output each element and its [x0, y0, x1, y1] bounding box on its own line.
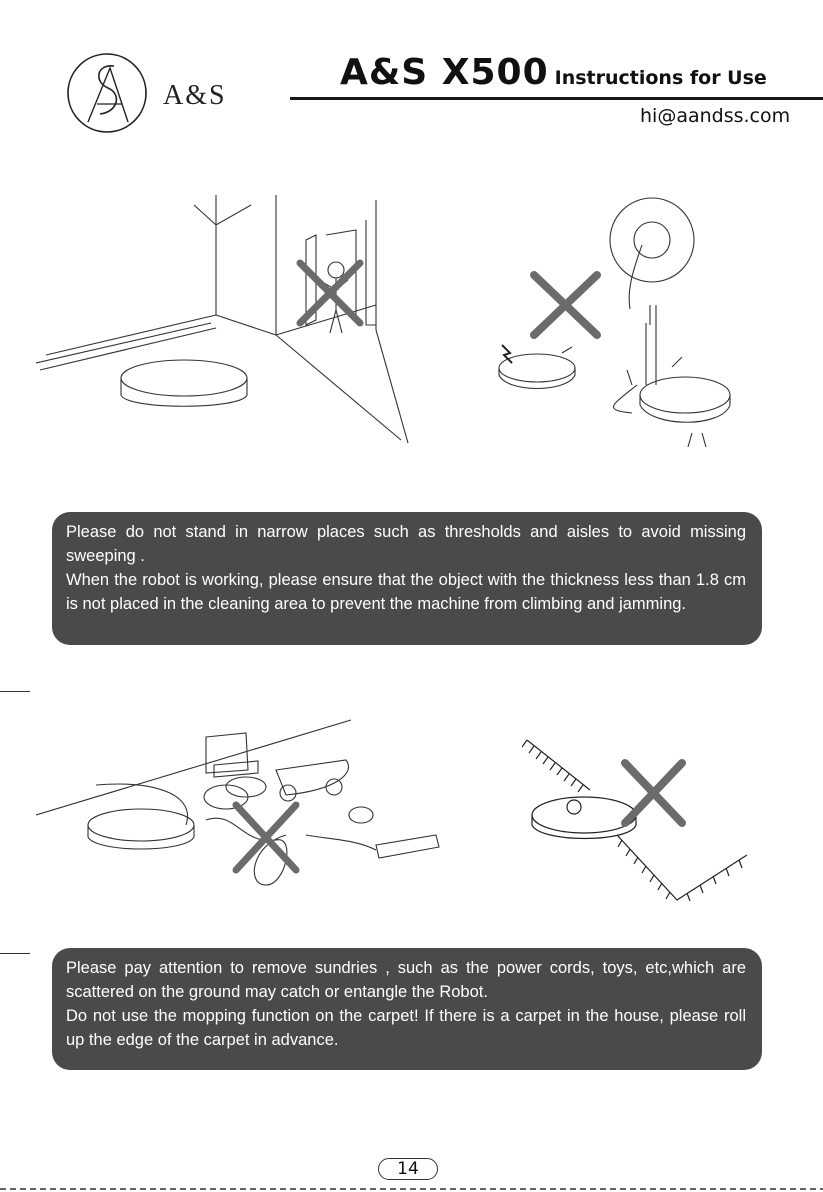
cross-icon	[300, 263, 360, 323]
notice-paragraph: When the robot is working, please ensure that the object with the thickness less than 1.8 cm is not placed in the cleaning area to prevent the machine from climbing and jamming.	[66, 571, 746, 613]
margin-mark	[0, 953, 30, 954]
margin-mark	[0, 691, 30, 692]
notice-paragraph: Do not use the mopping function on the carpet! If there is a carpet in the house, please roll up the edge of the carpet in advance.	[66, 1007, 746, 1049]
header-rule	[290, 97, 823, 100]
page-number: 14	[378, 1158, 438, 1180]
document-subtitle: Instructions for Use	[554, 67, 767, 89]
contact-email: hi@aandss.com	[640, 105, 791, 127]
notice-paragraph: Please pay attention to remove sundries , such as the power cords, toys, etc,which are scattered on the ground may catch or entangle the Robot.	[66, 959, 746, 1001]
notice-box-sundries-carpet	[52, 948, 762, 1070]
document-title	[340, 52, 767, 93]
cross-icon	[236, 805, 296, 870]
notice-paragraph: Please do not stand in narrow places such as thresholds and aisles to avoid missing sweeping .	[66, 523, 746, 565]
cross-icon	[534, 275, 597, 335]
brand-logo-icon	[66, 52, 148, 134]
cross-icon	[625, 763, 682, 823]
model-name: A&S X500	[340, 52, 549, 93]
illustration-cords-and-toys	[36, 715, 456, 895]
illustration-carpet-edge	[522, 735, 752, 915]
brand-name: A&S	[163, 80, 227, 111]
illustration-narrow-places	[36, 195, 426, 450]
page-bottom-border	[0, 1188, 823, 1190]
illustration-thin-objects	[492, 195, 742, 450]
notice-box-narrow-places	[52, 512, 762, 645]
